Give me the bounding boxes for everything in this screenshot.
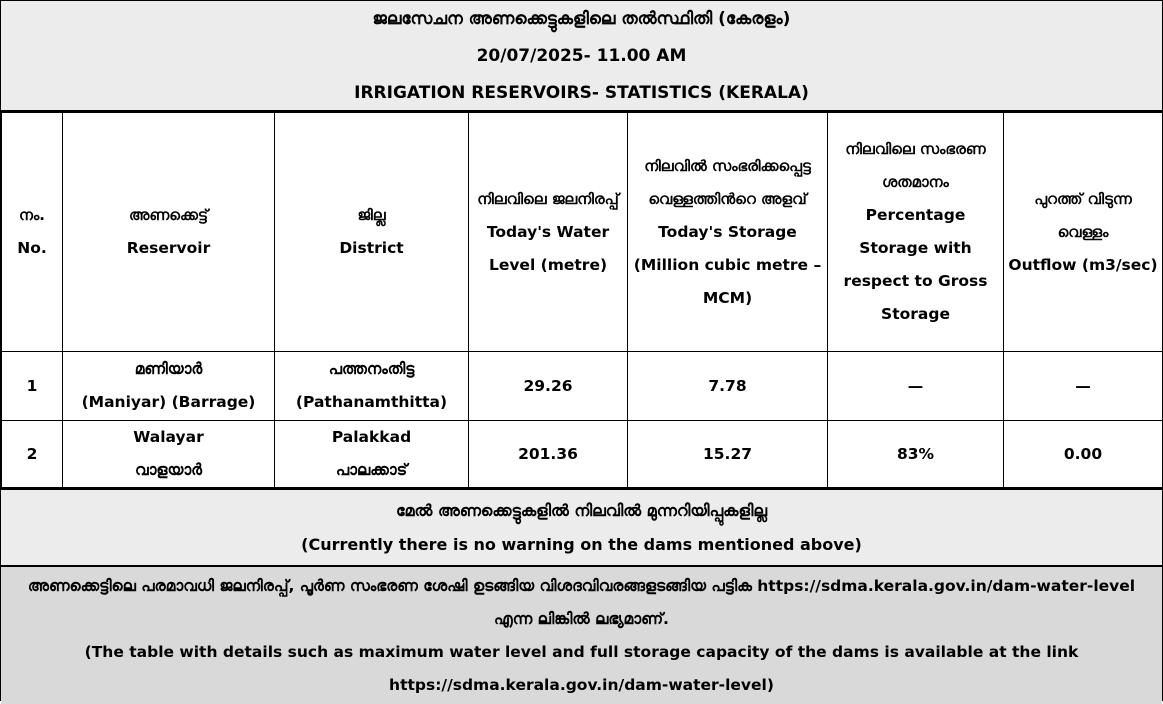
title-malayalam: ജലസേചന അണക്കെട്ടുകളിലെ തൽസ്ഥിതി (കേരളം): [372, 9, 791, 29]
notice-english: (Currently there is no warning on the dams mentioned above): [301, 535, 862, 554]
footer-english: (The table with details such as maximum water level and full storage capacity of the dams is available at the link https://sdma.kerala.gov.in/dam-water-level): [84, 643, 1079, 694]
col-header-outflow: പുറത്ത് വിടുന്ന വെള്ളം Outflow (m3/sec): [1004, 113, 1163, 352]
cell-reservoir: മണിയാർ (Maniyar) (Barrage): [63, 352, 275, 421]
cell-no: 2: [2, 421, 63, 488]
cell-district: Palakkad പാലക്കാട്: [275, 421, 469, 488]
cell-district: പത്തനംതിട്ട (Pathanamthitta): [275, 352, 469, 421]
cell-no: 1: [2, 352, 63, 421]
report-header: [1, 1, 1162, 112]
report-datetime: 20/07/2025- 11.00 AM: [476, 46, 687, 66]
footer-malayalam: അണക്കെട്ടിലെ പരമാവധി ജലനിരപ്പ്, പൂർണ സംഭരണ ശേഷി ഉടങ്ങിയ വിശദവിവരങ്ങളടങ്ങിയ പട്ടിക https://sdma.kerala.gov.in/dam-water-level എന്ന ലിങ്കിൽ ലഭ്യമാണ്.: [27, 577, 1136, 628]
cell-reservoir: Walayar വാളയാർ: [63, 421, 275, 488]
col-header-water-level: നിലവിലെ ജലനിരപ്പ് Today's Water Level (metre): [469, 113, 628, 352]
col-header-storage: നിലവിൽ സംഭരിക്കപ്പെട്ട വെള്ളത്തിൻറെ അളവ് Today's Storage (Million cubic metre – MCM): [628, 113, 828, 352]
col-header-district: ജില്ല District: [275, 113, 469, 352]
cell-water-level: 29.26: [469, 352, 628, 421]
table-row: [2, 352, 1163, 421]
warning-notice: [1, 488, 1162, 567]
cell-percentage: —: [828, 352, 1004, 421]
cell-outflow: 0.00: [1004, 421, 1163, 488]
footer-info: [1, 567, 1162, 704]
cell-storage: 15.27: [628, 421, 828, 488]
cell-water-level: 201.36: [469, 421, 628, 488]
cell-percentage: 83%: [828, 421, 1004, 488]
col-header-percentage: നിലവിലെ സംഭരണ ശതമാനം Percentage Storage with respect to Gross Storage: [828, 113, 1004, 352]
table-row: [2, 421, 1163, 488]
cell-outflow: —: [1004, 352, 1163, 421]
col-header-reservoir: അണക്കെട്ട് Reservoir: [63, 113, 275, 352]
col-header-no: നം. No.: [2, 113, 63, 352]
cell-storage: 7.78: [628, 352, 828, 421]
reservoir-table: [1, 112, 1163, 488]
table-header-row: [2, 113, 1163, 352]
title-english: IRRIGATION RESERVOIRS- STATISTICS (KERALA): [354, 83, 809, 103]
notice-malayalam: മേൽ അണക്കെട്ടുകളിൽ നിലവിൽ മുന്നറിയിപ്പുകളില്ല: [395, 501, 768, 520]
